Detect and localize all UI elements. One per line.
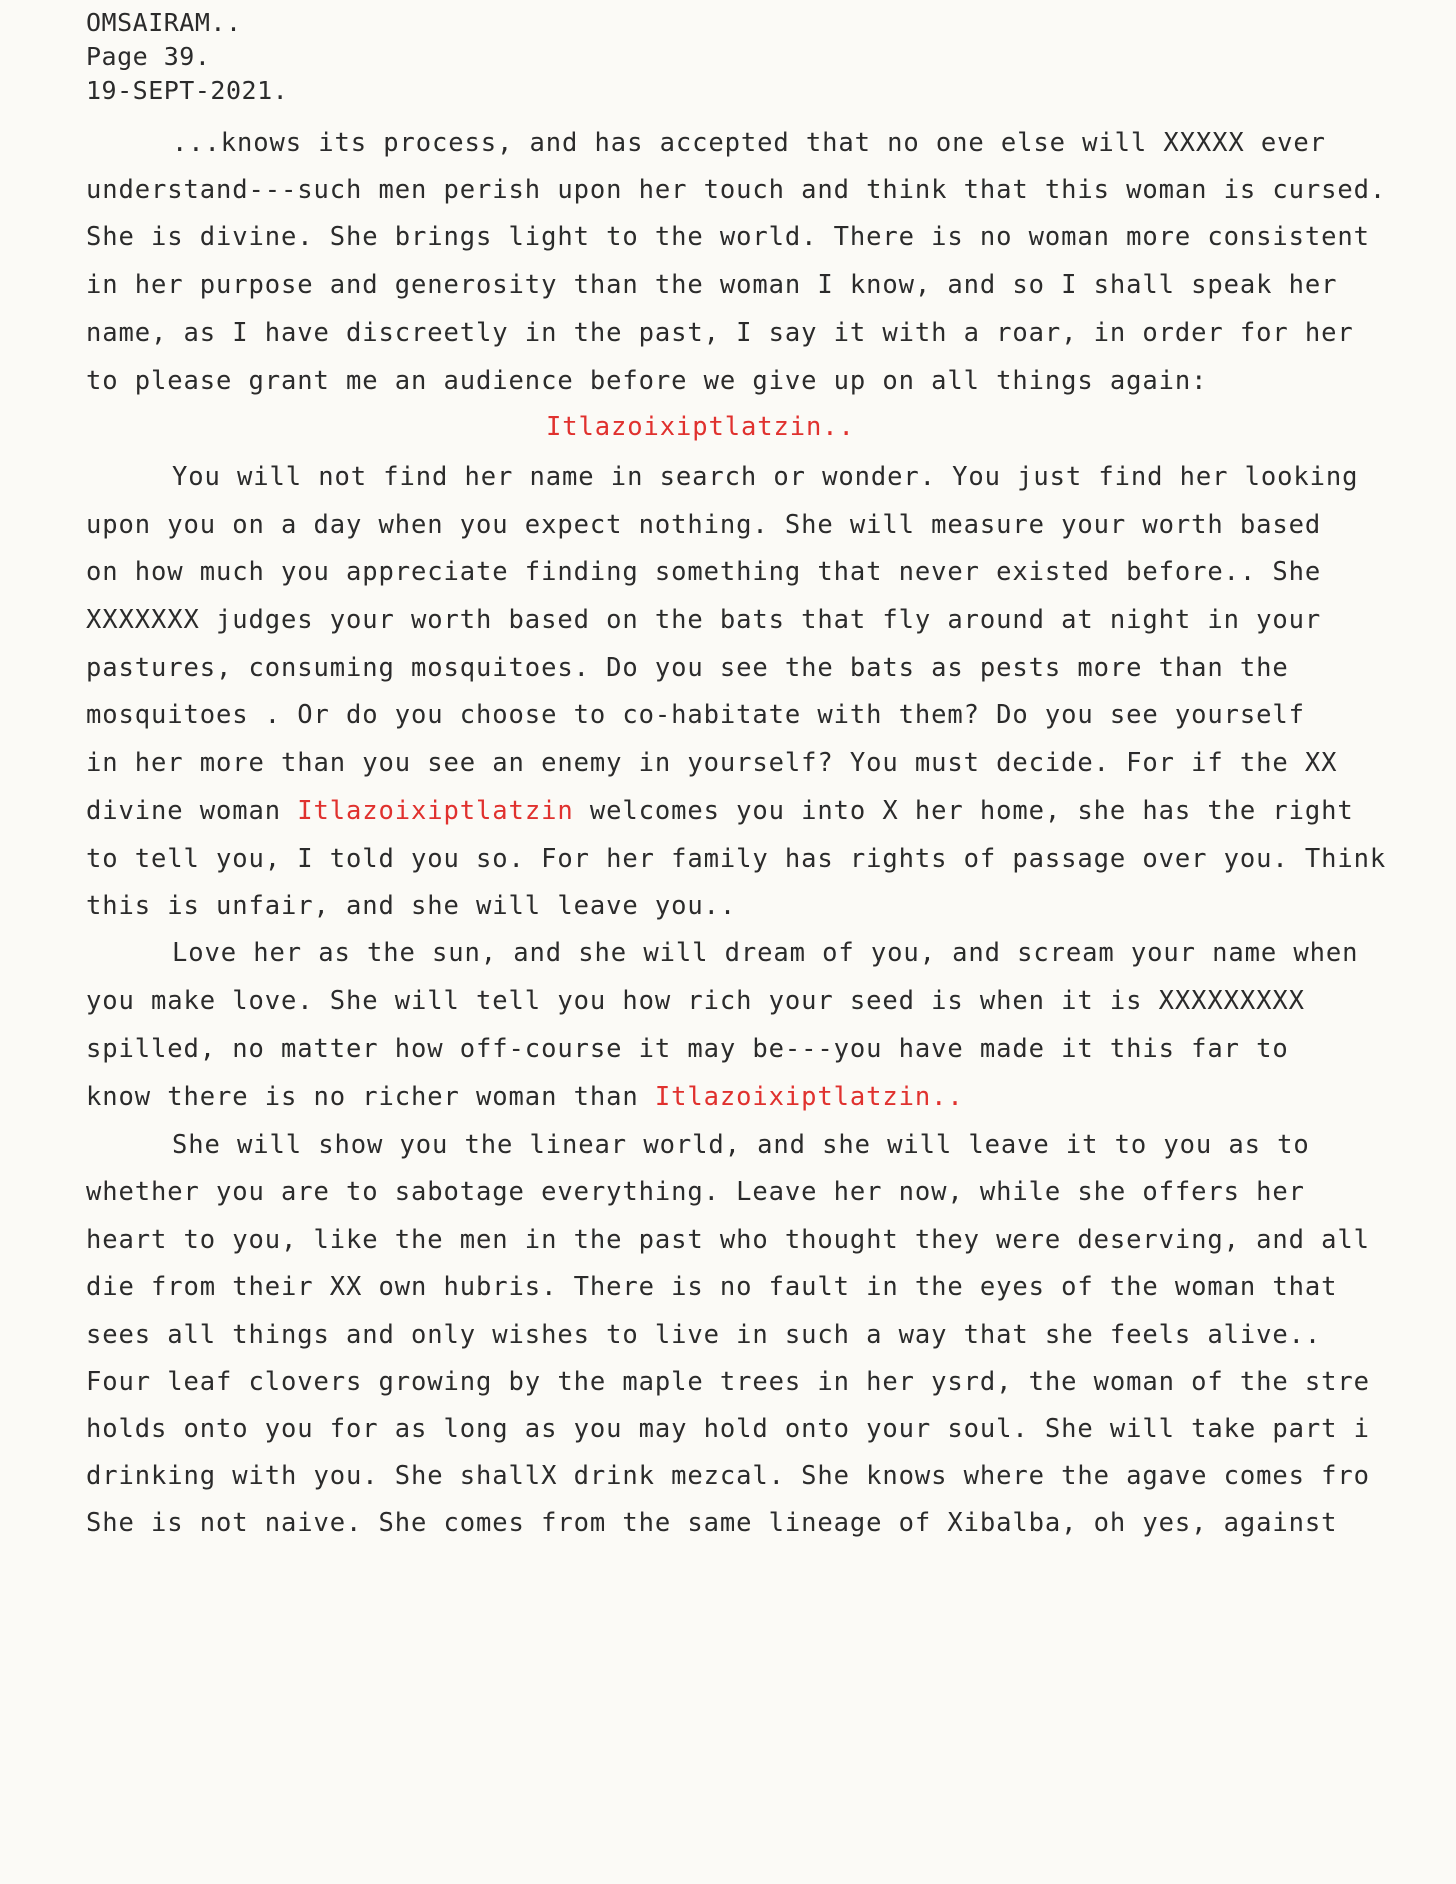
text-line: spilled, no matter how off-course it may be---you have made it this far to (86, 1034, 1289, 1064)
text-line-with-name (86, 796, 1354, 826)
text-line: XXXXXXX judges your worth based on the bats that fly around at night in your (86, 605, 1322, 635)
text-line: sees all things and only wishes to live in such a way that she feels alive.. (86, 1320, 1322, 1350)
highlighted-name: Itlazoixiptlatzin (297, 796, 574, 826)
text-segment: divine woman (86, 796, 298, 826)
text-line-with-name (86, 1082, 964, 1112)
centered-name: Itlazoixiptlatzin.. (546, 412, 855, 442)
text-line: whether you are to sabotage everything. Leave her now, while she offers her (86, 1177, 1305, 1207)
text-line: She will show you the linear world, and she will leave it to you as to (172, 1130, 1310, 1160)
highlighted-name: Itlazoixiptlatzin.. (654, 1082, 964, 1112)
text-line: upon you on a day when you expect nothing. She will measure your worth based (86, 510, 1322, 540)
text-line: She is not naive. She comes from the same lineage of Xibalba, oh yes, against (86, 1508, 1338, 1538)
text-line: understand---such men perish upon her touch and think that this woman is cursed. (86, 175, 1387, 205)
text-line: this is unfair, and she will leave you.. (86, 891, 737, 921)
text-line: mosquitoes . Or do you choose to co-habitate with them? Do you see yourself (86, 700, 1305, 730)
text-line: Four leaf clovers growing by the maple trees in her ysrd, the woman of the stre (86, 1367, 1370, 1397)
text-line: name, as I have discreetly in the past, I say it with a roar, in order for her (86, 318, 1354, 348)
text-line: You will not find her name in search or wonder. You just find her looking (172, 462, 1359, 492)
page-date: 19-SEPT-2021. (86, 76, 289, 105)
text-line: ...knows its process, and has accepted that no one else will XXXXX ever (172, 128, 1326, 158)
text-line: you make love. She will tell you how rich your seed is when it is XXXXXXXXX (86, 986, 1305, 1016)
text-segment: know there is no richer woman than (86, 1082, 655, 1112)
text-line: to please grant me an audience before we give up on all things again: (86, 366, 1208, 396)
text-line: pastures, consuming mosquitoes. Do you see the bats as pests more than the (86, 653, 1289, 683)
text-line: in her purpose and generosity than the woman I know, and so I shall speak her (86, 270, 1338, 300)
text-segment: welcomes you into X her home, she has the right (573, 796, 1354, 826)
text-line: holds onto you for as long as you may hold onto your soul. She will take part i (86, 1414, 1370, 1444)
header-line-1: OMSAIRAM.. (86, 8, 242, 37)
text-line: on how much you appreciate finding something that never existed before.. She (86, 557, 1322, 587)
text-line: drinking with you. She shallX drink mezcal. She knows where the agave comes fro (86, 1461, 1370, 1491)
text-line: heart to you, like the men in the past who thought they were deserving, and all (86, 1225, 1370, 1255)
text-line: to tell you, I told you so. For her family has rights of passage over you. Think (86, 844, 1387, 874)
text-line: in her more than you see an enemy in yourself? You must decide. For if the XX (86, 748, 1338, 778)
page-header (86, 6, 288, 108)
text-line: Love her as the sun, and she will dream of you, and scream your name when (172, 938, 1359, 968)
text-line: die from their XX own hubris. There is no fault in the eyes of the woman that (86, 1272, 1338, 1302)
text-line: She is divine. She brings light to the world. There is no woman more consistent (86, 222, 1370, 252)
page-number: Page 39. (86, 42, 211, 71)
